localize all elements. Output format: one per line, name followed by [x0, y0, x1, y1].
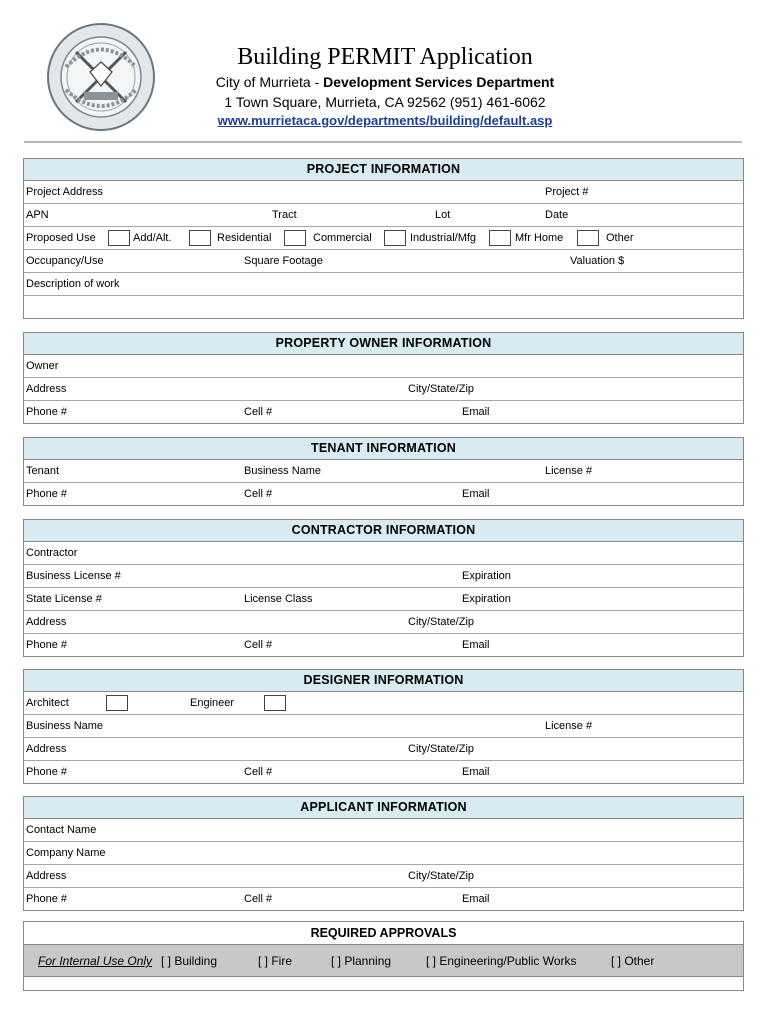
mfr-home-label: Mfr Home — [515, 232, 564, 244]
address-label: Address — [26, 383, 67, 395]
architect-label: Architect — [26, 697, 69, 709]
address-label: Address — [26, 870, 67, 882]
commercial-checkbox[interactable] — [284, 230, 306, 246]
add-alt-checkbox[interactable] — [108, 230, 130, 246]
business-license-label: Business License # — [26, 570, 121, 582]
residential-label: Residential — [217, 232, 272, 244]
project-address-label: Project Address — [26, 186, 104, 198]
residential-checkbox[interactable] — [189, 230, 211, 246]
date-label: Date — [545, 209, 569, 221]
city-state-zip-label: City/State/Zip — [408, 383, 475, 395]
other-checkbox[interactable] — [577, 230, 599, 246]
company-name-row[interactable] — [24, 842, 743, 865]
phone-label: Phone # — [26, 893, 67, 905]
department-name: Development Services Department — [323, 74, 555, 90]
address-label: Address — [26, 616, 67, 628]
state-license-row[interactable] — [24, 588, 743, 611]
description-row[interactable] — [24, 273, 743, 296]
industrial-checkbox[interactable] — [384, 230, 406, 246]
designer-type-row — [24, 692, 743, 715]
form-title: Building PERMIT Application — [237, 44, 533, 70]
applicant-phone-row[interactable] — [24, 888, 743, 910]
header-divider — [24, 141, 742, 143]
section-heading: PROPERTY OWNER INFORMATION — [24, 333, 743, 355]
mfr-home-checkbox[interactable] — [489, 230, 511, 246]
occupancy-row[interactable] — [24, 250, 743, 273]
project-number-label: Project # — [545, 186, 589, 198]
license-label: License # — [545, 465, 593, 477]
tenant-label: Tenant — [26, 465, 60, 477]
planning-approval[interactable]: [ ] Planning — [331, 954, 392, 968]
cell-label: Cell # — [244, 766, 273, 778]
contractor-row[interactable] — [24, 542, 743, 565]
address-label: Address — [26, 743, 67, 755]
cell-label: Cell # — [244, 893, 273, 905]
building-approval[interactable]: [ ] Building — [161, 954, 218, 968]
email-label: Email — [462, 406, 490, 418]
architect-checkbox[interactable] — [106, 695, 128, 711]
section-heading: APPLICANT INFORMATION — [24, 797, 743, 819]
contractor-address-row[interactable] — [24, 611, 743, 634]
occupancy-label: Occupancy/Use — [26, 255, 104, 267]
designer-phone-row[interactable] — [24, 761, 743, 783]
cell-label: Cell # — [244, 639, 273, 651]
owner-row[interactable] — [24, 355, 743, 378]
business-license-row[interactable] — [24, 565, 743, 588]
contractor-section — [23, 519, 744, 657]
address-phone-line: 1 Town Square, Murrieta, CA 92562 (951) 461-6062 — [224, 94, 546, 110]
proposed-use-label: Proposed Use — [26, 232, 96, 244]
website-link[interactable]: www.murrietaca.gov/departments/building/default.asp — [217, 113, 553, 128]
engineer-checkbox[interactable] — [264, 695, 286, 711]
other-label: Other — [606, 232, 634, 244]
business-name-label: Business Name — [26, 720, 104, 732]
email-label: Email — [462, 488, 490, 500]
industrial-label: Industrial/Mfg — [410, 232, 477, 244]
city-state-zip-label: City/State/Zip — [408, 743, 475, 755]
property-owner-section — [23, 332, 744, 424]
section-heading: PROJECT INFORMATION — [24, 159, 743, 181]
city-state-zip-label: City/State/Zip — [408, 616, 475, 628]
lot-label: Lot — [435, 209, 451, 221]
cell-label: Cell # — [244, 406, 273, 418]
square-footage-label: Square Footage — [244, 255, 323, 267]
project-information-section — [23, 158, 744, 319]
company-name-label: Company Name — [26, 847, 106, 859]
department-line — [190, 74, 580, 90]
owner-label: Owner — [26, 360, 59, 372]
section-heading: DESIGNER INFORMATION — [24, 670, 743, 692]
contractor-phone-row[interactable] — [24, 634, 743, 656]
tenant-row[interactable] — [24, 460, 743, 483]
fire-approval[interactable]: [ ] Fire — [258, 954, 293, 968]
apn-label: APN — [26, 209, 49, 221]
city-name: City of Murrieta - — [215, 74, 324, 90]
engineer-label: Engineer — [190, 697, 235, 709]
email-label: Email — [462, 893, 490, 905]
internal-use-label: For Internal Use Only — [38, 954, 153, 968]
proposed-use-row — [24, 227, 743, 250]
phone-label: Phone # — [26, 639, 67, 651]
phone-label: Phone # — [26, 406, 67, 418]
tract-label: Tract — [272, 209, 297, 221]
email-label: Email — [462, 766, 490, 778]
valuation-label: Valuation $ — [570, 255, 625, 267]
engineering-approval[interactable]: [ ] Engineering/Public Works — [426, 954, 577, 968]
commercial-label: Commercial — [313, 232, 372, 244]
state-license-label: State License # — [26, 593, 102, 605]
license-class-label: License Class — [244, 593, 313, 605]
project-address-row[interactable] — [24, 181, 743, 204]
internal-use-band — [24, 945, 743, 977]
apn-row[interactable] — [24, 204, 743, 227]
expiration-label: Expiration — [462, 593, 511, 605]
designer-business-row[interactable] — [24, 715, 743, 738]
contact-name-label: Contact Name — [26, 824, 97, 836]
tenant-phone-row[interactable] — [24, 483, 743, 505]
applicant-address-row[interactable] — [24, 865, 743, 888]
section-heading: CONTRACTOR INFORMATION — [24, 520, 743, 542]
phone-label: Phone # — [26, 766, 67, 778]
owner-phone-row[interactable] — [24, 401, 743, 423]
add-alt-label: Add/Alt. — [133, 232, 172, 244]
tenant-section — [23, 437, 744, 506]
contractor-label: Contractor — [26, 547, 78, 559]
business-name-label: Business Name — [244, 465, 322, 477]
description-label: Description of work — [26, 278, 120, 290]
contact-name-row[interactable] — [24, 819, 743, 842]
required-approvals-section — [23, 921, 744, 991]
section-heading: REQUIRED APPROVALS — [24, 922, 743, 945]
owner-address-row[interactable] — [24, 378, 743, 401]
section-heading: TENANT INFORMATION — [24, 438, 743, 460]
cell-label: Cell # — [244, 488, 273, 500]
description-blank-row[interactable] — [24, 296, 743, 318]
applicant-section — [23, 796, 744, 911]
designer-address-row[interactable] — [24, 738, 743, 761]
phone-label: Phone # — [26, 488, 67, 500]
email-label: Email — [462, 639, 490, 651]
other-approval[interactable]: [ ] Other — [611, 954, 655, 968]
license-label: License # — [545, 720, 593, 732]
expiration-label: Expiration — [462, 570, 511, 582]
city-seal-icon — [46, 22, 156, 132]
city-state-zip-label: City/State/Zip — [408, 870, 475, 882]
designer-section — [23, 669, 744, 784]
